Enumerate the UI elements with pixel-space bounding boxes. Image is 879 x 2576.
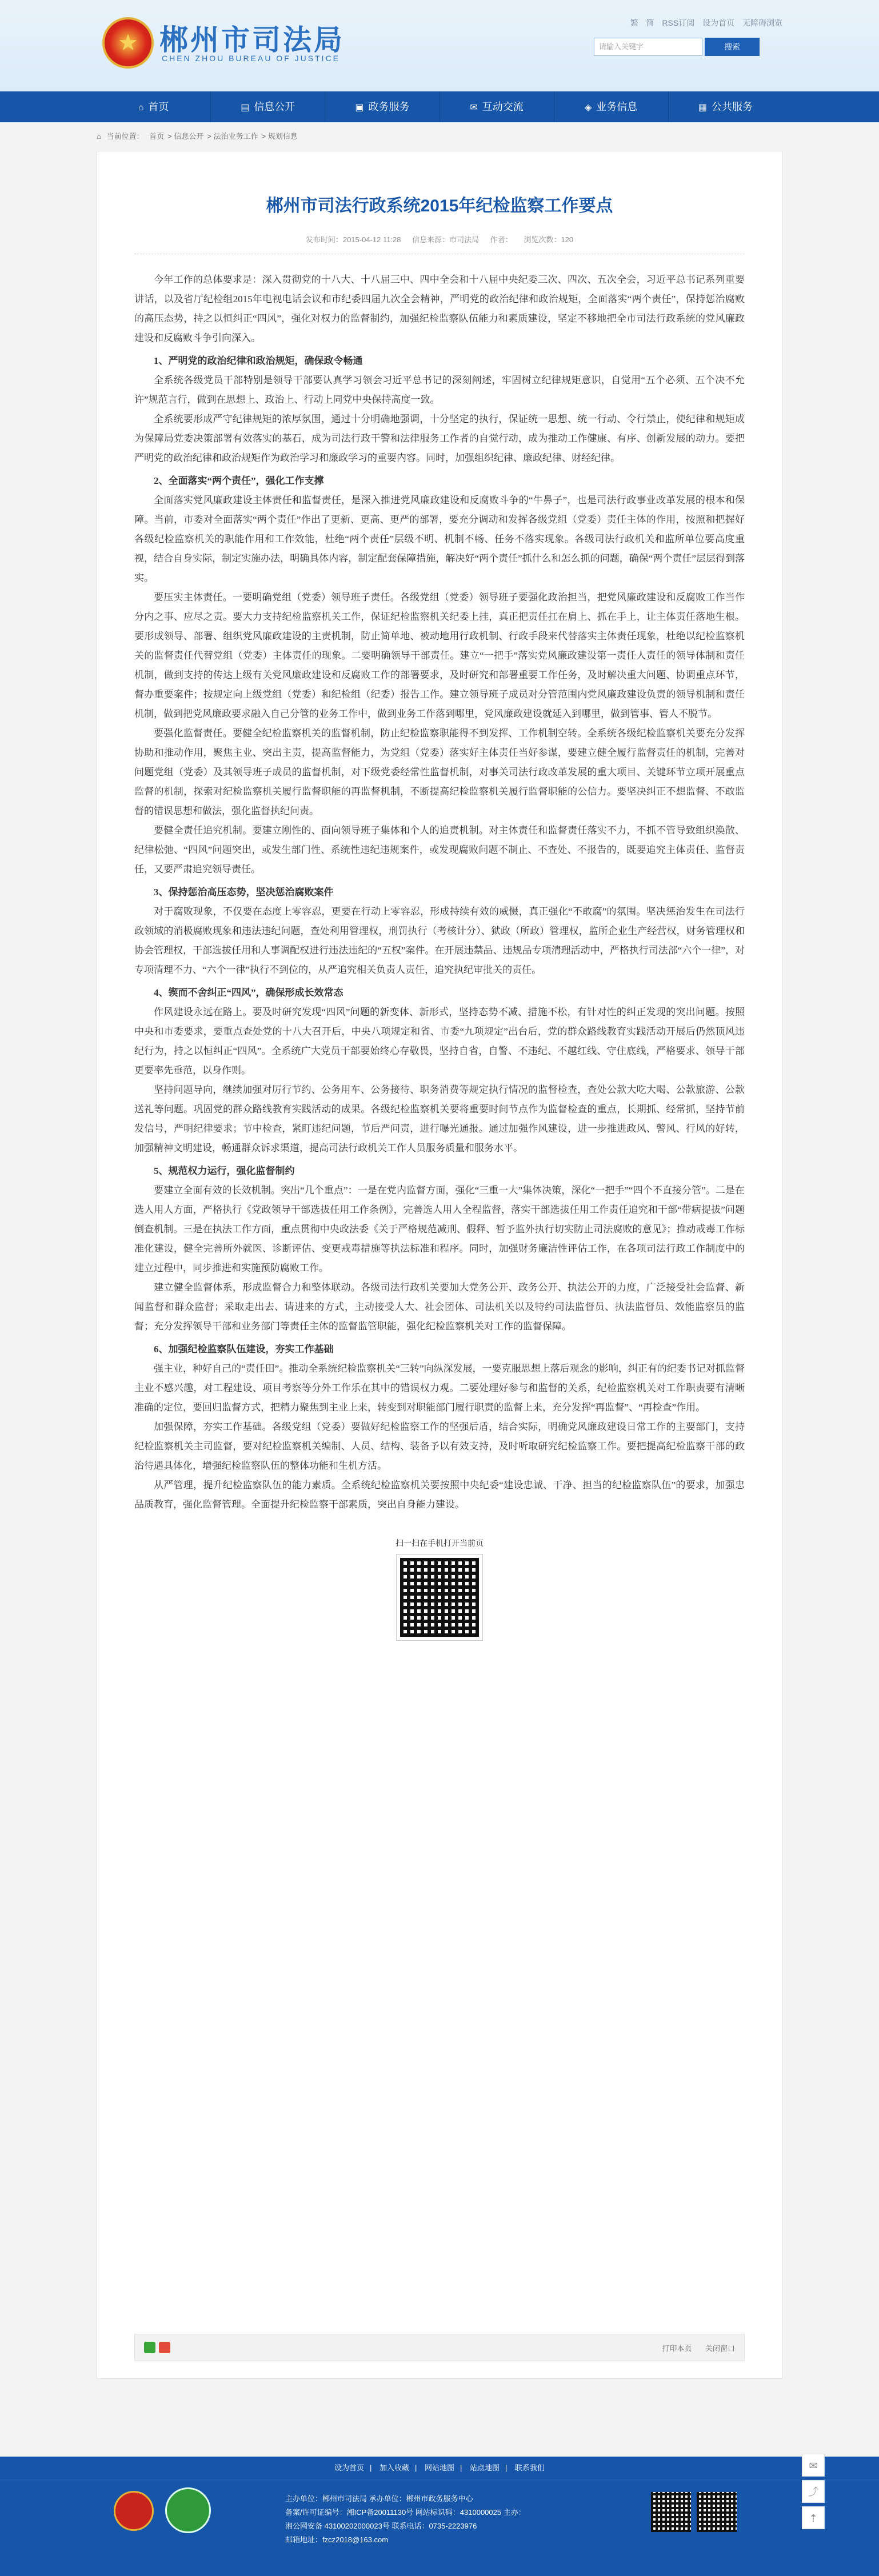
top-link-accessibility[interactable]: 无障碍浏览 — [742, 18, 782, 27]
section-heading: 3、保持惩治高压态势，坚决惩治腐败案件 — [154, 887, 334, 898]
top-link-simplified[interactable]: 简 — [646, 18, 654, 27]
info-icon: ◈ — [585, 103, 592, 113]
section-heading: 2、全面落实“两个责任”，强化工作支撑 — [154, 475, 324, 486]
breadcrumb: ⌂ 当前位置： 首页 > 信息公开 > 法治业务工作 > 规划信息 — [97, 132, 298, 141]
national-emblem-icon — [102, 17, 154, 69]
nav-item-info-public[interactable]: ▤ 信息公开 — [211, 91, 325, 122]
search-button[interactable]: 搜索 — [705, 38, 760, 56]
footer-link-site-map[interactable]: 站点地图 — [470, 2463, 500, 2472]
print-button[interactable]: 打印本页 — [662, 2343, 692, 2353]
wechat-float-icon[interactable]: ✉ — [802, 2454, 825, 2477]
location-icon: ⌂ — [97, 132, 101, 141]
footer-link-favorite[interactable]: 加入收藏 — [379, 2463, 409, 2472]
section-heading: 1、严明党的政治纪律和政治规矩，确保政令畅通 — [154, 355, 363, 366]
article-paragraph: 坚持问题导向，继续加强对厉行节约、公务用车、公务接待、职务消费等规定执行情况的监督检查，查处公款大吃大喝、公款旅游、公款送礼等问题。巩固党的群众路线教育实践活动的成果。各级纪检监察机关要将重要时间节点作为监督检查的重点，长期抓、经常抓，坚持节前发信号，严明纪律要求；节中检查，紧盯违纪问题，节后严问责，进行曝光通报。通过加强作风建设，进一步推进政风、警风、行风的好转，加强精神文明建设，畅通群众诉求渠道，提高司法行政机关工作人员服务质量和服务水平。 — [134, 1084, 745, 1153]
section-heading: 6、加强纪检监察队伍建设，夯实工作基础 — [154, 1344, 334, 1355]
article-paragraph: 全系统要形成严守纪律规矩的浓厚氛围，通过十分明确地强调，十分坚定的执行，保证统一思想、统一行动、令行禁止，使纪律和规矩成为保障局党委决策部署有效落实的基石，成为司法行政干警和法律服务工作者的自觉行动，成为推动工作健康、有序、创新发展的动力。要把严明党的政治纪律和政治规矩作为政治学习和廉政学习的重要内容。同时，加强组织纪律、廉政纪律、财经纪律。 — [134, 414, 745, 463]
service-icon: ▣ — [355, 103, 364, 113]
nav-item-home[interactable]: ⌂ 首页 — [97, 91, 211, 122]
nav-item-gov-service[interactable]: ▣ 政务服务 — [325, 91, 440, 122]
article-container — [97, 151, 782, 2379]
article-paragraph: 要压实主体责任。一要明确党组（党委）领导班子责任。各级党组（党委）领导班子要强化政治担当，把党风廉政建设和反腐败工作当作分内之事、应尽之责。要大力支持纪检监察机关工作，保证纪检监察机关纪委上挂，真正把责任扛在肩上、抓在手上，让主体责任落地生根。要形成领导、部署、组织党风廉政建设的主责机制，防止简单地、被动地用行政机制、行政手段来代替落实主体责任现象，杜绝以纪检监察机关的监督责任代替党组（党委）主体责任的现象。二要明确领导干部责任。建立“一把手”落实党风廉政建设第一责任人责任的领导体制和责任机制，做到支持的传达上级有关党风廉政建设和反腐败工作的部署要求，及时研究和部署重要工作任务，及时解决重大问题、协调重点环节，督办重要案件；按规定向上级党组（党委）和纪检组（纪委）报告工作。建立领导班子成员对分管范围内党风廉政建设负责的领导机制和责任机制，做到把党风廉政要求融入自己分管的业务工作中，做到业务工作落到哪里，党风廉政建设就延入到哪里，做到管事、管人不脱节。 — [134, 592, 745, 719]
article-paragraph: 要强化监督责任。要健全纪检监察机关的监督机制，防止纪检监察职能得不到发挥、工作机制空转。全系统各级纪检监察机关要充分发挥协助和推动作用，聚焦主业、突出主责，提高监督能力，为党组（党委）落实好主体责任当好参谋，要建立健全履行监督责任的机制，完善对问题党组（党委）及其领导班子成员的监督机制，对下级党委经常性监督机制，对事关司法行政改革发展的重大项目、关键环节立项开展重点监督的机制，探索对纪检监察机关履行监督职能的再监督机制，不断提高纪检监察机关履行监督职能的公信力。要坚决纠正不想监督、不敢监督的错误思想和做法，强化监督执纪问责。 — [134, 728, 745, 816]
close-window-button[interactable]: 关闭窗口 — [705, 2343, 735, 2353]
top-link-traditional[interactable]: 繁 — [630, 18, 638, 27]
doc-icon: ▤ — [241, 103, 250, 113]
breadcrumb-plan-info[interactable]: 规划信息 — [267, 132, 298, 141]
footer-link-homepage[interactable]: 设为首页 — [334, 2463, 364, 2472]
breadcrumb-home[interactable]: 首页 — [149, 132, 165, 141]
footer-links: 设为首页 | 加入收藏 | 网站地图 | 站点地图 | 联系我们 — [0, 2457, 879, 2479]
tool-actions — [650, 2342, 735, 2353]
article-paragraph: 强主业，种好自己的“责任田”。推动全系统纪检监察机关“三转”向纵深发展，一要克服思想上落后观念的影响，纠正有的纪委书记对抓监督主业不感兴趣，对工程建设、项目考察等分外工作乐在其中的错误权力观。二要处理好参与和监督的关系，纪检监察机关对工作职责要有清晰准确的定位，要回归监督方式，把精力聚焦到主业上来，转变到对职能部门履行职责的监督上来，充分发挥“再监督”、“再检查”作用。 — [134, 1363, 745, 1413]
article-paragraph: 对于腐败现象，不仅要在态度上零容忍，更要在行动上零容忍，形成持续有效的威慑，真正强化“不敢腐”的氛围。坚决惩治发生在司法行政领域的消极腐败现象和违法违纪问题，查处利用管理权，刑罚执行（考核计分）、狱政（所政）管理权，监所企业生产经营权，财务管理权和协会管理权，干部选拔任用和人事调配权进行违法违纪的“五权”案件。在开展违禁品、违规品专项清理活动中，严格执行司法部“六个一律”，对专项清理不力、“六个一律”执行不到位的，从严追究相关负责人责任，追究执纪审批关的责任。 — [134, 906, 745, 975]
site-title: 郴州市司法局 — [159, 24, 345, 56]
author: 作者： — [490, 235, 513, 244]
nav-item-interaction[interactable]: ✉ 互动交流 — [440, 91, 554, 122]
article-paragraph: 建立健全监督体系，形成监督合力和整体联动。各级司法行政机关要加大党务公开、政务公开、执法公开的力度，广泛接受社会监督、新闻监督和群众监督；采取走出去、请进来的方式，主动接受人大、社会团体、司法机关以及特约司法监督员、执法监督员、效能监察员的监督；充分发挥领导干部和业务部门等责任主体的监督监管职能，强化纪检监察机关对工作的监督保障。 — [134, 1282, 745, 1332]
breadcrumb-info-public[interactable]: 信息公开 — [174, 132, 204, 141]
article-paragraph: 作风建设永远在路上。要及时研究发现“四风”问题的新变体、新形式，坚持态势不减、措施不松，有针对性的纠正发现的突出问题。按照中央和市委要求，要重点查处党的十八大召开后，中央八项规定和省、市委“九项规定”出台后，党的群众路线教育实践活动开展后仍然顶风违纪行为，持之以恒纠正“四风”。全系统广大党员干部要始终心存敬畏，坚持自省，自警、不违纪、不越红线、守住底线，严格要求、领导干部更要率先垂范，以身作则。 — [134, 1007, 745, 1076]
search-input[interactable]: 请输入关键字 — [594, 38, 702, 56]
nav-item-business-info[interactable]: ◈ 业务信息 — [554, 91, 669, 122]
footer-link-sitemap[interactable]: 网站地图 — [424, 2463, 454, 2472]
top-link-homepage[interactable]: 设为首页 — [702, 18, 735, 27]
share-float-icon[interactable]: ⤴ — [802, 2480, 825, 2503]
public-icon: ▦ — [698, 103, 707, 113]
article-paragraph: 要健全责任追究机制。要建立刚性的、面向领导班子集体和个人的追责机制。对主体责任和监督责任落实不力，不抓不管导致组织涣散、纪律松弛、“四风”问题突出，或发生部门性、系统性违纪违规案件，或发现腐败问题不制止、不查处、不报告的，既要追究主体责任、监督责任，又要严肃追究领导责任。 — [134, 825, 745, 875]
breadcrumb-legal-work[interactable]: 法治业务工作 — [213, 132, 258, 141]
footer-qr-wechat — [651, 2492, 691, 2532]
article-meta — [134, 234, 745, 254]
side-float-tools — [802, 2454, 825, 2533]
article-body — [134, 270, 745, 1515]
article-paragraph: 全系统各级党员干部特别是领导干部要认真学习领会习近平总书记的深刻阐述，牢固树立纪律规矩意识，自觉用“五个必须、五个决不允许”规范言行，做到在思想上、政治上、行动上同党中央保持高度一致。 — [134, 375, 745, 405]
article-paragraph: 今年工作的总体要求是：深入贯彻党的十八大、十八届三中、四中全会和十八届中央纪委三次、四次、五次全会，习近平总书记系列重要讲话，以及省厅纪检组2015年电视电话会议和市纪委四届九次全会精神，严明党的政治纪律和政治规矩，全面落实“两个责任”，保持惩治腐败的高压态势，持之以恒纠正“四风”，强化对权力的监督制约，加强纪检监察队伍能力和素质建设，坚定不移地把全市司法行政系统的党风廉政建设和反腐败斗争引向深入。 — [134, 274, 745, 343]
site-footer — [0, 2457, 879, 2576]
info-source: 信息来源：市司法局 — [412, 235, 480, 244]
article-paragraph: 从严管理，提升纪检监察队伍的能力素质。全系统纪检监察机关要按照中央纪委“建设忠诚、干净、担当的纪检监察队伍”的要求，加强忠品质教育，强化监督管理。全面提升纪检监察干部素质，突出自身能力建设。 — [134, 1480, 745, 1510]
site-subtitle: CHEN ZHOU BUREAU OF JUSTICE — [162, 54, 341, 63]
share-buttons — [144, 2342, 170, 2353]
qr-caption: 扫一扫在手机打开当前页 — [395, 1539, 484, 1548]
back-to-top-icon[interactable]: ⇡ — [802, 2506, 825, 2529]
article-paragraph: 加强保障，夯实工作基础。各级党组（党委）要做好纪检监察工作的坚强后盾，结合实际，明确党风廉政建设日常工作的主要部门，支持纪检监察机关主司监督，要对纪检监察机关编制、人员、结构、装备予以有效支持，及时听取研究纪检监察工作。要把提高纪检监察干部的政治待遇具体化，增强纪检监察队伍的整体功能和生机方活。 — [134, 1421, 745, 1471]
article-title: 郴州市司法行政系统2015年纪检监察工作要点 — [266, 197, 613, 215]
gov-site-badge-icon[interactable] — [165, 2487, 211, 2533]
main-nav — [0, 91, 879, 122]
article-paragraph: 全面落实党风廉政建设主体责任和监督责任，是深入推进党风廉政建设和反腐败斗争的“牛鼻子”，也是司法行政事业改革发展的根本和保障。当前，市委对全面落实“两个责任”作出了更新、更高、更严的部署，要充分调动和发挥各级党组（党委）责任主体的作用，按照和把握好各级纪检监察机关的职能作用和工作效能，杜绝“两个责任”层级不明、机制不畅、任务不落实现象。各级司法行政机关和监所单位要高度重视，结合自身实际，制定实施办法，明确具体内容，制定配套保障措施，解决好“两个责任”抓什么和怎么抓的问题，确保“两个责任”层层得到落实。 — [134, 495, 745, 583]
breadcrumb-label: 当前位置： — [106, 132, 144, 141]
article-paragraph: 要建立全面有效的长效机制。突出“几个重点”：一是在党内监督方面，强化“三重一大”集体决策，深化“一把手”“四个不直接分管”。二是在选人用人方面，严格执行《党政领导干部选拔任用工作条例》，完善选人用人全程监督，落实干部选拔任用工作责任追究和干部“带病提拔”问题倒查机制。三是在执法工作方面，重点贯彻中央政法委《关于严格规范减刑、假释、暂予监外执行切实防止司法腐败的意见》；推动戒毒工作标准化建设，健全完善所外就医、诊断评估、变更戒毒措施等执法标准和程序。同时，加强财务廉洁性评估工作，在各项司法行政工作制度中的建立过程中，同步推进和实施预防腐败工作。 — [134, 1185, 745, 1273]
site-header — [0, 0, 879, 91]
section-heading: 4、锲而不舍纠正“四风”，确保形成长效常态 — [154, 987, 343, 998]
section-heading: 5、规范权力运行，强化监督制约 — [154, 1165, 295, 1176]
view-count: 浏览次数：120 — [524, 235, 574, 244]
top-links — [625, 17, 782, 29]
wechat-share-icon[interactable] — [144, 2342, 155, 2353]
home-icon: ⌂ — [138, 103, 144, 113]
footer-link-contact[interactable]: 联系我们 — [515, 2463, 545, 2472]
party-emblem-icon[interactable] — [114, 2491, 154, 2531]
nav-item-public-service[interactable]: ▦ 公共服务 — [669, 91, 782, 122]
chat-icon: ✉ — [470, 103, 478, 113]
footer-qr-weibo — [697, 2492, 737, 2532]
footer-info: 主办单位：郴州市司法局 承办单位：郴州市政务服务中心 备案/许可证编号：湘ICP备20011130号 网站标识码：4310000025 主办： 湘公网安备 43100202000023号 联系电话：0735-2223976 邮箱地址：fzcz2018@163.com — [285, 2494, 526, 2544]
publish-time: 发布时间：2015-04-12 11:28 — [305, 235, 401, 244]
article-toolbar — [134, 2334, 745, 2361]
weibo-share-icon[interactable] — [159, 2342, 170, 2353]
qr-section — [134, 1537, 745, 1640]
qr-code-image — [397, 1555, 482, 1640]
top-link-rss[interactable]: RSS订阅 — [662, 18, 695, 27]
